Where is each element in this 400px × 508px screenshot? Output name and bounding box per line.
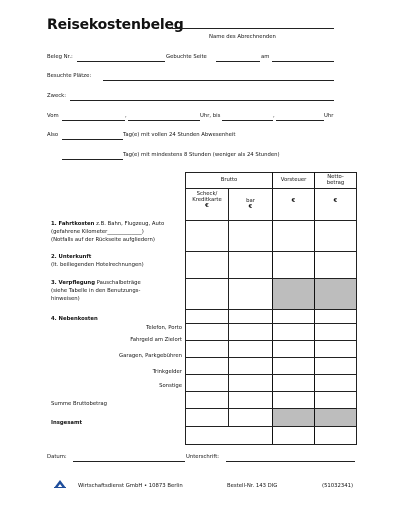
verpflegung-note-2: hinweisen) xyxy=(51,296,80,302)
cell[interactable] xyxy=(315,252,357,279)
unterkunft-note-label: (lt. beiliegenden Hotelrechnungen) xyxy=(51,262,144,268)
cell[interactable] xyxy=(273,310,315,324)
fahrt-rest: z.B. Bahn, Flugzeug, Auto xyxy=(94,221,165,227)
brutto-label: Brutto xyxy=(220,177,238,184)
publisher-text: Wirtschaftsdienst GmbH • 10873 Berlin xyxy=(78,483,183,489)
neben-title-row xyxy=(186,310,357,324)
vorsteuer-header xyxy=(273,173,315,189)
shaded-cell xyxy=(273,409,315,427)
scheck-label: Scheck/ Kreditkarte xyxy=(192,191,222,204)
cell[interactable] xyxy=(315,221,357,252)
name-line[interactable] xyxy=(172,28,334,29)
cell[interactable] xyxy=(186,221,229,252)
cell[interactable] xyxy=(315,341,357,358)
cell[interactable] xyxy=(273,221,315,252)
besuchte-plaetze-field[interactable] xyxy=(103,80,334,81)
vorsteuer-label: Vorsteuer xyxy=(280,177,307,184)
fahrgeld-row xyxy=(186,341,357,358)
cell[interactable] xyxy=(229,409,273,427)
tage-8-field[interactable] xyxy=(62,159,123,160)
brutto-header xyxy=(186,173,273,189)
verpflegung-title: 3. Verpflegung xyxy=(51,280,95,286)
fahrt-note-label: (Notfalls auf der Rückseite aufgliedern) xyxy=(51,237,155,243)
euro-symbol: € xyxy=(333,198,338,204)
euro-symbol: € xyxy=(205,203,209,210)
datum-field[interactable] xyxy=(73,461,185,462)
cell[interactable] xyxy=(186,341,229,358)
cell[interactable] xyxy=(229,358,273,375)
cell[interactable] xyxy=(315,310,357,324)
cell[interactable] xyxy=(186,409,229,427)
also-label: Also xyxy=(47,132,59,138)
fahrt-km-label: (gefahrene Kilometer_____________) xyxy=(51,229,144,235)
tage-24-label: Tag(e) mit vollen 24 Stunden Abwesenheit xyxy=(123,132,236,138)
comma-separator: , xyxy=(125,113,127,119)
cell[interactable] xyxy=(273,252,315,279)
cell[interactable] xyxy=(315,324,357,341)
fahrt-row xyxy=(186,221,357,252)
cell[interactable] xyxy=(186,324,229,341)
fahrgeld-label: Fahrgeld am Zielort xyxy=(130,337,182,343)
cell[interactable] xyxy=(229,375,273,392)
cell[interactable] xyxy=(229,279,273,310)
garagen-row xyxy=(186,358,357,375)
cell[interactable] xyxy=(186,427,273,445)
shaded-cell xyxy=(315,409,357,427)
sonstige-label: Sonstige xyxy=(159,383,182,389)
insgesamt-label: Insgesamt xyxy=(51,420,83,426)
unterschrift-field[interactable] xyxy=(226,461,355,462)
cell[interactable] xyxy=(186,310,229,324)
zweck-label: Zweck: xyxy=(47,93,66,99)
netto-header xyxy=(315,173,357,189)
cell[interactable] xyxy=(315,358,357,375)
cell[interactable] xyxy=(229,392,273,409)
am-field[interactable] xyxy=(272,61,334,62)
summe-row xyxy=(186,409,357,427)
cell[interactable] xyxy=(273,358,315,375)
document-title: Reisekostenbeleg xyxy=(47,17,184,33)
insgesamt-row xyxy=(186,427,357,445)
gebuchte-seite-label: Gebuchte Seite xyxy=(166,54,207,60)
cell[interactable] xyxy=(273,324,315,341)
cell[interactable] xyxy=(186,375,229,392)
verpflegung-label xyxy=(51,280,141,286)
am-label: am xyxy=(261,54,270,60)
tage-8-label: Tag(e) mit mindestens 8 Stunden (weniger als 24 Stunden) xyxy=(123,152,280,158)
cell[interactable] xyxy=(273,392,315,409)
telefon-row xyxy=(186,324,357,341)
expense-table xyxy=(185,172,357,445)
shaded-cell xyxy=(315,279,357,310)
euro-symbol: € xyxy=(248,204,253,211)
name-caption: Name des Abrechnenden xyxy=(209,34,276,40)
fahrtkosten-label xyxy=(51,221,164,227)
euro-symbol: € xyxy=(291,198,296,204)
cell[interactable] xyxy=(229,341,273,358)
cell[interactable] xyxy=(186,252,229,279)
cell[interactable] xyxy=(315,375,357,392)
unterkunft-row xyxy=(186,252,357,279)
cell[interactable] xyxy=(273,341,315,358)
netto-label: Netto- betrag xyxy=(326,173,345,186)
cell[interactable] xyxy=(229,252,273,279)
vorsteuer-euro xyxy=(273,189,315,221)
datum-label: Datum: xyxy=(47,454,67,460)
publisher-logo-icon xyxy=(54,480,66,488)
tage-24-field[interactable] xyxy=(62,139,123,140)
shaded-cell xyxy=(273,279,315,310)
vom-time-field[interactable] xyxy=(128,120,200,121)
netto-euro xyxy=(315,189,357,221)
bestell-nr: Bestell-Nr. 143 DIG xyxy=(227,483,278,489)
cell[interactable] xyxy=(186,279,229,310)
uhr-label: Uhr xyxy=(324,113,334,119)
cell[interactable] xyxy=(229,324,273,341)
cell[interactable] xyxy=(186,358,229,375)
bar-header xyxy=(229,189,273,221)
zweck-field[interactable] xyxy=(70,100,334,101)
bis-time-field[interactable] xyxy=(276,120,324,121)
sonstige-row xyxy=(186,392,357,409)
beleg-nr-field[interactable] xyxy=(77,61,165,62)
cell[interactable] xyxy=(273,375,315,392)
trinkgelder-row xyxy=(186,375,357,392)
bar-label: bar xyxy=(246,198,255,204)
cell[interactable] xyxy=(315,427,357,445)
verpflegung-rest: Pauschalbeträge xyxy=(95,280,141,286)
cell[interactable] xyxy=(315,392,357,409)
scheck-header xyxy=(186,189,229,221)
uhr-bis-label: Uhr, bis xyxy=(200,113,221,119)
verpflegung-row xyxy=(186,279,357,310)
cell[interactable] xyxy=(273,427,315,445)
vom-date-field[interactable] xyxy=(62,120,125,121)
trinkgelder-label: Trinkgelder xyxy=(152,369,182,375)
garagen-label: Garagen, Parkgebühren xyxy=(119,353,182,359)
cell[interactable] xyxy=(229,221,273,252)
verpflegung-note-1: (siehe Tabelle in den Benutzungs- xyxy=(51,288,141,294)
unterschrift-label: Unterschrift: xyxy=(186,454,220,460)
form-code: (51032341) xyxy=(322,483,354,489)
besuchte-plaetze-label: Besuchte Plätze: xyxy=(47,73,92,79)
beleg-nr-label: Beleg Nr.: xyxy=(47,54,73,60)
telefon-label: Telefon, Porto xyxy=(146,325,182,331)
summe-label: Summe Bruttobetrag xyxy=(51,401,108,407)
vom-label: Vom xyxy=(47,113,59,119)
cell[interactable] xyxy=(186,392,229,409)
bis-date-field[interactable] xyxy=(222,120,273,121)
nebenkosten-label: 4. Nebenkosten xyxy=(51,316,98,322)
comma-separator: , xyxy=(273,113,275,119)
gebuchte-seite-field[interactable] xyxy=(216,61,260,62)
cell[interactable] xyxy=(229,310,273,324)
fahrt-title: 1. Fahrtkosten xyxy=(51,221,95,227)
unterkunft-label: 2. Unterkunft xyxy=(51,254,92,260)
